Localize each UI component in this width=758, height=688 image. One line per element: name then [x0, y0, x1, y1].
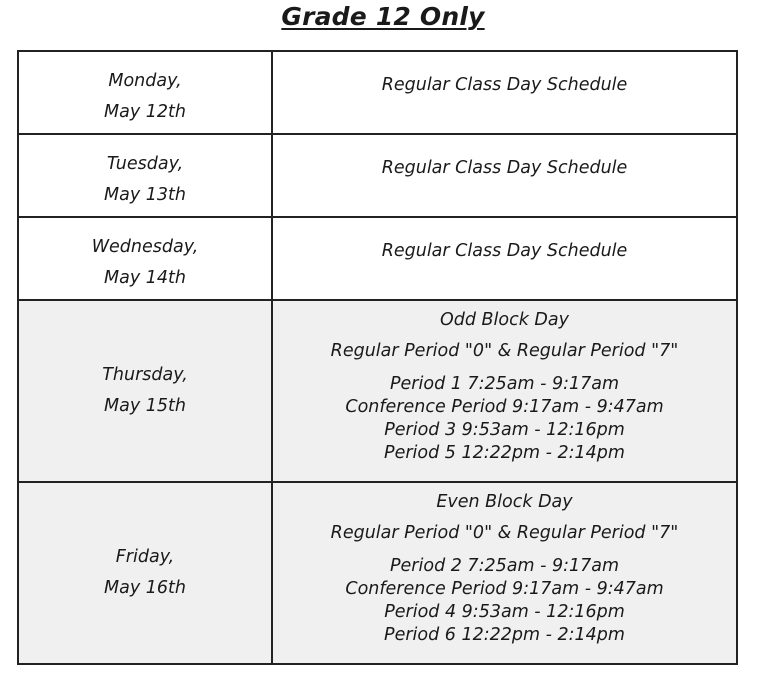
day-date: May 15th [104, 396, 186, 416]
block-day-title: Even Block Day [436, 492, 573, 512]
period-line: Period 3 9:53am - 12:16pm [384, 420, 625, 440]
period-line: Period 5 12:22pm - 2:14pm [384, 443, 625, 463]
schedule-text: Regular Class Day Schedule [381, 241, 628, 261]
regular-periods-note: Regular Period "0" & Regular Period "7" [330, 341, 679, 361]
period-line: Period 4 9:53am - 12:16pm [384, 602, 625, 622]
day-cell [18, 51, 272, 134]
table-row [18, 134, 737, 217]
schedule-cell [272, 217, 737, 300]
schedule-text: Regular Class Day Schedule [381, 75, 628, 95]
day-name: Monday, [108, 71, 182, 91]
day-date: May 16th [104, 578, 186, 598]
page-title: Grade 12 Only [281, 2, 485, 31]
day-name: Tuesday, [106, 154, 184, 174]
table-row [18, 217, 737, 300]
block-day-title: Odd Block Day [439, 310, 569, 330]
schedule-cell [272, 51, 737, 134]
schedule-cell [272, 134, 737, 217]
period-line: Period 1 7:25am - 9:17am [389, 374, 620, 394]
table-row [18, 300, 737, 482]
day-name: Wednesday, [91, 237, 199, 257]
period-line: Conference Period 9:17am - 9:47am [345, 397, 664, 417]
table-row [18, 51, 737, 134]
day-date: May 14th [104, 268, 186, 288]
period-line: Conference Period 9:17am - 9:47am [345, 579, 664, 599]
schedule-text: Regular Class Day Schedule [381, 158, 628, 178]
day-date: May 13th [104, 185, 186, 205]
day-date: May 12th [104, 102, 186, 122]
day-cell [18, 217, 272, 300]
day-name: Friday, [115, 547, 175, 567]
day-cell [18, 482, 272, 664]
schedule-cell [272, 482, 737, 664]
day-cell [18, 134, 272, 217]
day-name: Thursday, [102, 365, 188, 385]
regular-periods-note: Regular Period "0" & Regular Period "7" [330, 523, 679, 543]
schedule-cell [272, 300, 737, 482]
day-cell [18, 300, 272, 482]
period-line: Period 2 7:25am - 9:17am [389, 556, 620, 576]
schedule-table [17, 50, 738, 665]
table-row [18, 482, 737, 664]
period-line: Period 6 12:22pm - 2:14pm [384, 625, 625, 645]
